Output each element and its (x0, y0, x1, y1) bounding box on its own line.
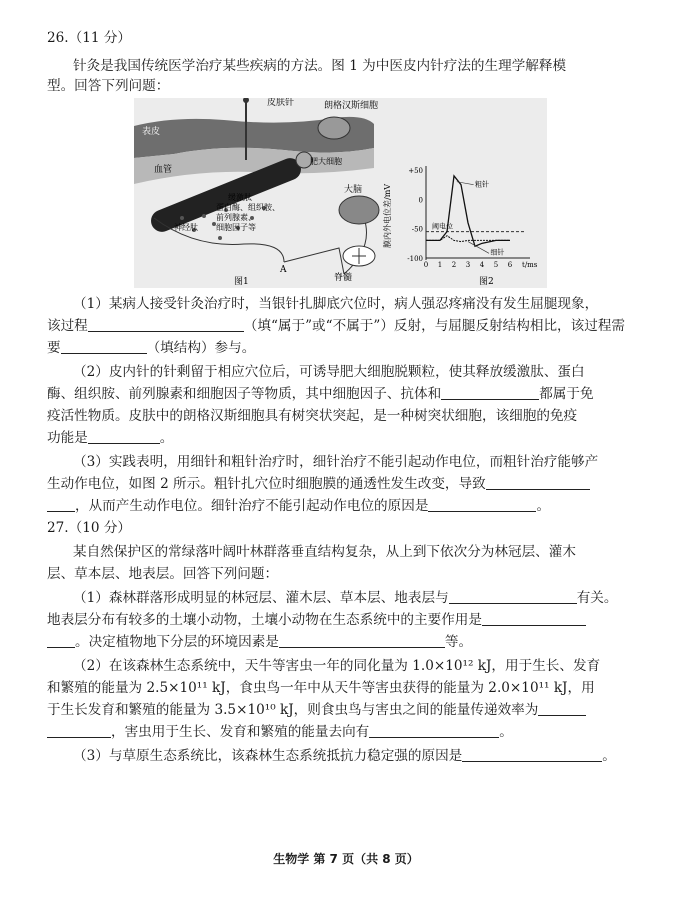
answer-blank[interactable] (47, 633, 75, 648)
label-langerhans: 朗格汉斯细胞 (324, 101, 379, 111)
page-footer: 生物学 第 7 页（共 8 页） (273, 852, 419, 866)
q27-intro: 某自然保护区的常绿落叶阔叶林群落垂直结构复杂，从上到下依次分为林冠层、灌木 (73, 544, 576, 560)
q26-p2-line2: 酶、组织胺、前列腺素和细胞因子等物质，其中细胞因子、抗体和 都属于免 (47, 386, 594, 402)
q26-p1-line3: 要 （填结构）参与。 (47, 340, 256, 356)
q27-p3-line1: （3）与草原生态系统比，该森林生态系统抵抗力稳定强的原因是 。 (73, 748, 616, 764)
answer-blank[interactable] (61, 339, 147, 354)
answer-blank[interactable] (486, 475, 590, 490)
q27-p1-line3: 。决定植物地下分层的环境因素是 等。 (47, 632, 472, 652)
answer-blank[interactable] (462, 747, 602, 762)
answer-blank[interactable] (369, 723, 499, 738)
q27-p2-line2: 和繁殖的能量为 2.5×10¹¹ kJ，食虫鸟一年中从天牛等害虫获得的能量为 2.0×10¹¹ kJ，用 (47, 680, 595, 696)
figure2-caption: 图2 (479, 277, 494, 287)
q27-p1-line2: 地表层分布有较多的土壤小动物，土壤小动物在生态系统中的主要作用是 (47, 610, 586, 630)
chart-ylabel: 膜内外电位差/mV (383, 183, 392, 248)
label-epidermis: 表皮 (142, 127, 161, 137)
chart-y-tick: -50 (411, 225, 423, 234)
q26-p1-line1: （1）某病人接受针灸治疗时，当银针扎脚底穴位时，病人强忍疼痛没有发生屈腿现象， (73, 296, 599, 312)
chart-series-label: 粗针 (475, 180, 489, 189)
chart-x-tick: 1 (437, 261, 443, 269)
answer-blank[interactable] (441, 385, 539, 400)
langerhans-cell-shape (318, 117, 350, 139)
answer-blank[interactable] (47, 497, 75, 512)
label-mast-cell: 肥大细胞 (310, 157, 342, 166)
chart-y-tick: 0 (418, 196, 423, 205)
chart-x-tick: 4 (479, 261, 485, 269)
answer-blank[interactable] (482, 611, 586, 626)
answer-blank[interactable] (449, 589, 577, 604)
q27-intro-cont: 层、草本层、地表层。回答下列问题： (47, 566, 279, 582)
q26-p3-line3: ，从而产生动作电位。细针治疗不能引起动作电位的原因是 。 (47, 496, 550, 516)
q27-p2-line4: ，害虫用于生长、发育和繁殖的能量去向有 。 (47, 722, 513, 742)
chart-x-tick: 5 (493, 261, 499, 269)
q26-intro-cont: 型。回答下列问题： (47, 78, 170, 94)
chart-y-tick: -100 (407, 255, 423, 263)
chart-x-tick: 3 (465, 261, 471, 269)
chart-xlabel: t/ms (522, 261, 538, 269)
q26-p2-line3: 疫活性物质。皮肤中的朗格汉斯细胞具有树突状突起，是一种树突状细胞，该细胞的免疫 (47, 408, 578, 424)
answer-blank[interactable] (538, 701, 586, 716)
label-needle: 皮肤针 (267, 98, 295, 108)
chart-x-tick: 6 (507, 261, 513, 269)
label-mediators-3: 前列腺素、 (216, 213, 256, 222)
q26-p3-line2: 生动作电位，如图 2 所示。粗针扎穴位时细胞膜的通透性发生改变，导致 (47, 474, 590, 494)
q27-heading: 27.（10 分） (47, 520, 132, 536)
label-mediators-1: 缓激肽 (228, 193, 252, 202)
label-spinal-cord: 脊髓 (334, 273, 353, 283)
label-point-a: A (280, 265, 287, 275)
label-mediators-4: 细胞因子等 (216, 223, 256, 232)
chart-series-label: 细针 (490, 248, 505, 257)
q26-p2-line1: （2）皮内针的针剩留于相应穴位后，可诱导肥大细胞脱颗粒，使其释放缓激肽、蛋白 (73, 364, 585, 380)
figure-panel (134, 98, 547, 288)
q27-p1-line1: （1）森林群落形成明显的林冠层、灌木层、草本层、地表层与 有关。 (73, 590, 618, 606)
brain-shape (339, 196, 379, 224)
q26-p1-line2: 该过程 （填“属于”或“不属于”）反射，与屈腿反射结构相比，该过程需 (47, 318, 626, 334)
label-vessel: 血管 (154, 165, 173, 175)
chart-x-tick: 2 (451, 261, 457, 269)
label-mediators-2: 蛋白酶、组织胺、 (216, 203, 280, 212)
q26-heading: 26.（11 分） (47, 30, 132, 46)
chart-x-tick: 0 (423, 261, 429, 269)
q27-p2-line1: （2）在该森林生态系统中，天牛等害虫一年的同化量为 1.0×10¹² kJ，用于生长、发育 (73, 658, 601, 674)
chart-y-tick: +50 (408, 167, 423, 175)
answer-blank[interactable] (428, 497, 536, 512)
q26-intro: 针灸是我国传统医学治疗某些疾病的方法。图 1 为中医皮内针疗法的生理学解释模 (73, 58, 567, 74)
figure1-caption: 图1 (234, 277, 249, 287)
answer-blank[interactable] (47, 723, 111, 738)
q27-p2-line3: 于生长发育和繁殖的能量为 3.5×10¹⁰ kJ，则食虫鸟与害虫之间的能量传递效率为 (47, 700, 586, 720)
chart-threshold-label: 阈电位 (432, 222, 453, 231)
answer-blank[interactable] (88, 429, 160, 444)
answer-blank[interactable] (279, 633, 445, 648)
answer-blank[interactable] (88, 317, 244, 332)
label-neuropeptide: 神经肽 (174, 223, 198, 232)
q26-p3-line1: （3）实践表明，用细针和粗针治疗时，细针治疗不能引起动作电位，而粗针治疗能够产 (73, 454, 599, 470)
label-brain: 大脑 (344, 185, 363, 195)
q26-p2-line4: 功能是 。 (47, 430, 174, 446)
